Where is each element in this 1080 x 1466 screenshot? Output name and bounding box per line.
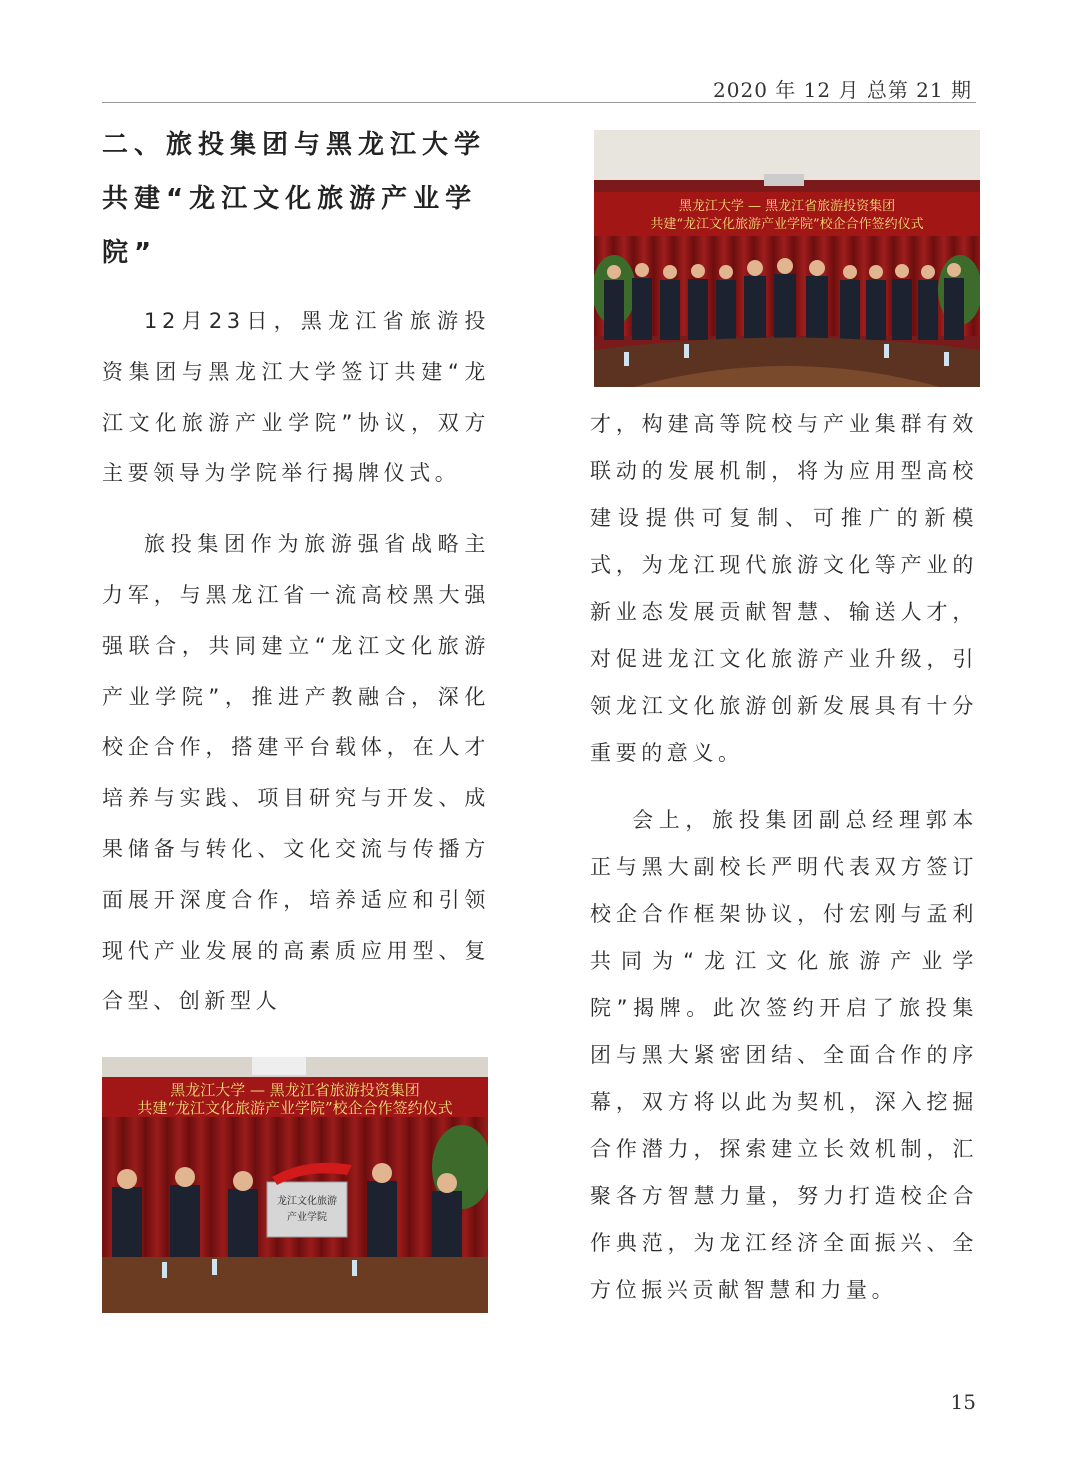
plaque-text-2: 产业学院	[287, 1212, 327, 1224]
page-number: 15	[950, 1390, 976, 1414]
right-column	[590, 110, 978, 1334]
banner-line-2: 共建“龙江文化旅游产业学院”校企合作签约仪式	[137, 1099, 453, 1118]
signing-ceremony-photo	[594, 130, 980, 387]
paragraph-4: 会上，旅投集团副总经理郭本正与黑大副校长严明代表双方签订校企合作框架协议，付宏刚与孟利共同为“龙江文化旅游产业学院”揭牌。此次签约开启了旅投集团与黑大紧密团结、全面合作的序幕，双方将以此为契机，深入挖掘合作潜力，探索建立长效机制，汇聚各方智慧力量，努力打造校企合作典范，为龙江经济全面振兴、全方位振兴贡献智慧和力量。	[590, 808, 978, 1302]
banner-line-1: 黑龙江大学 — 黑龙江省旅游投资集团	[170, 1081, 420, 1100]
section-heading: 二、旅投集团与黑龙江大学共建“龙江文化旅游产业学院”	[102, 130, 487, 268]
paragraph-3: 才，构建高等院校与产业集群有效联动的发展机制，将为应用型高校建设提供可复制、可推广的新模式，为龙江现代旅游文化等产业的新业态发展贡献智慧、输送人才，对促进龙江文化旅游产业升级，引领龙江文化旅游创新发展具有十分重要的意义。	[590, 412, 978, 765]
left-column	[102, 110, 490, 1313]
plaque-unveiling-photo	[102, 1057, 488, 1313]
paragraph-2: 旅投集团作为旅游强省战略主力军，与黑龙江省一流高校黑大强强联合，共同建立“龙江文化旅游产业学院”，推进产教融合，深化校企合作，搭建平台载体，在人才培养与实践、项目研究与开发、成果储备与转化、文化交流与传播方面展开深度合作，培养适应和引领现代产业发展的高素质应用型、复合型、创新型人	[102, 532, 490, 1014]
issue-header: 2020 年 12 月 总第 21 期	[713, 78, 972, 102]
banner-line-2: 共建“龙江文化旅游产业学院”校企合作签约仪式	[650, 217, 924, 232]
paragraph-1: 12月23日，黑龙江省旅游投资集团与黑龙江大学签订共建“龙江文化旅游产业学院”协议，双方主要领导为学院举行揭牌仪式。	[102, 309, 490, 486]
plaque-text-1: 龙江文化旅游	[277, 1196, 337, 1208]
banner-line-1: 黑龙江大学 — 黑龙江省旅游投资集团	[678, 199, 896, 214]
header-divider	[102, 102, 976, 103]
